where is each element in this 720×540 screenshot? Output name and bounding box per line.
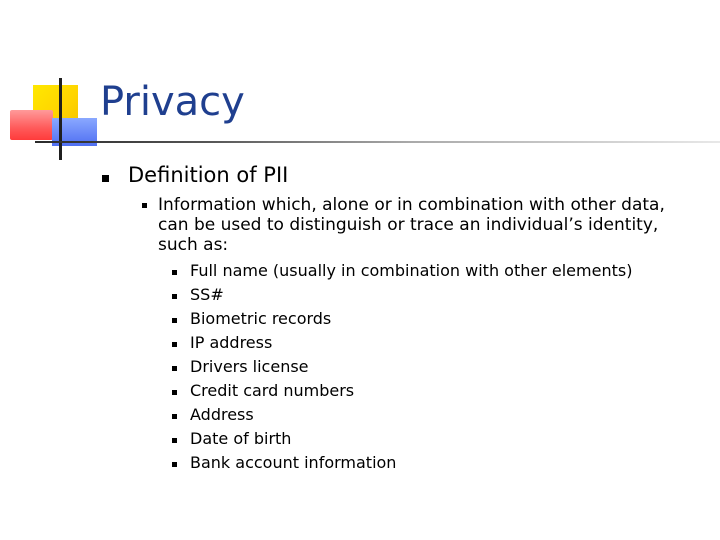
logo-vertical-line bbox=[59, 78, 62, 160]
bullet-level3 bbox=[172, 414, 177, 419]
list-item-label: Date of birth bbox=[190, 429, 292, 448]
bullet-level3 bbox=[172, 390, 177, 395]
bullet-level2-line-2: can be used to distinguish or trace an individual’s identity, bbox=[158, 215, 659, 235]
bullet-level2 bbox=[142, 203, 147, 208]
bullet-level1 bbox=[102, 175, 109, 182]
bullet-level3 bbox=[172, 438, 177, 443]
bullet-level3 bbox=[172, 294, 177, 299]
bullet-level3 bbox=[172, 462, 177, 467]
list-item-label: Credit card numbers bbox=[190, 381, 355, 400]
logo-red-bar bbox=[10, 110, 53, 140]
list-item-label: Drivers license bbox=[190, 357, 309, 376]
bullet-level1-text: Definition of PII bbox=[128, 163, 289, 187]
bullet-level3 bbox=[172, 318, 177, 323]
bullet-level2-line-1: Information which, alone or in combination with other data, bbox=[158, 195, 665, 215]
bullet-level3 bbox=[172, 270, 177, 275]
list-item-label: Biometric records bbox=[190, 309, 332, 328]
title-underline-divider bbox=[35, 141, 720, 143]
list-item-label: Bank account information bbox=[190, 453, 397, 472]
list-item-label: SS# bbox=[190, 285, 224, 304]
slide-title: Privacy bbox=[100, 79, 245, 125]
bullet-level3 bbox=[172, 366, 177, 371]
bullet-level3 bbox=[172, 342, 177, 347]
bullet-level2-text bbox=[158, 195, 665, 255]
list-item-label: Full name (usually in combination with other elements) bbox=[190, 261, 633, 280]
list-item-label: IP address bbox=[190, 333, 273, 352]
list-item-label: Address bbox=[190, 405, 254, 424]
bullet-level2-line-3: such as: bbox=[158, 235, 229, 255]
